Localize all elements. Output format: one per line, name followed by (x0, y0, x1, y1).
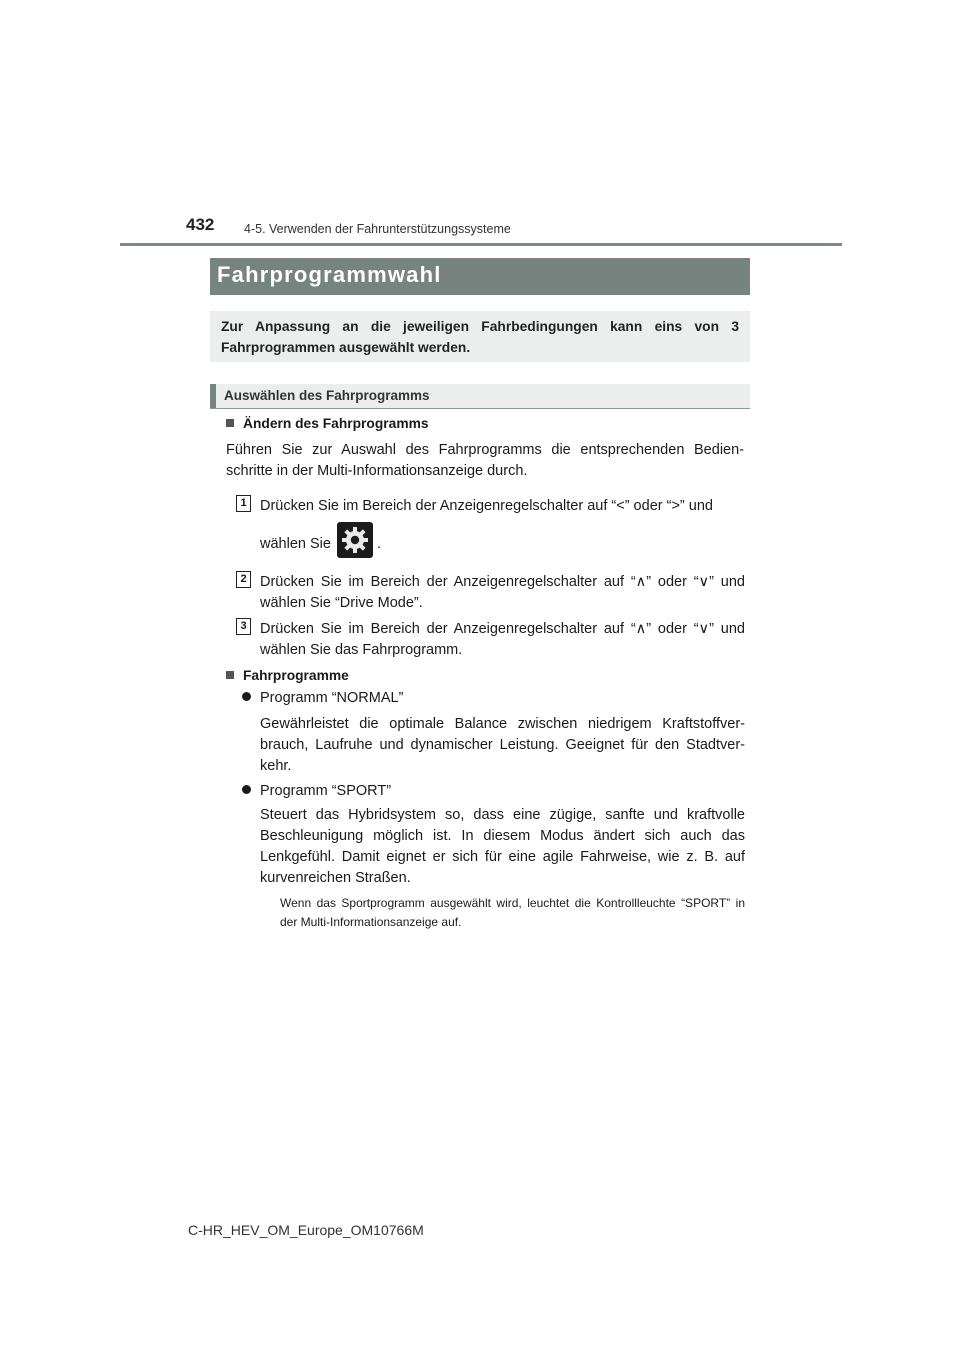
square-bullet-icon (226, 671, 234, 679)
step-number-3: 3 (236, 618, 251, 635)
step-3-text: Drücken Sie im Bereich der Anzeigenregelschalter auf “∧” oder “∨” und wählen Sie das Fahrprogramm. (260, 621, 745, 658)
sport-note: Wenn das Sportprogramm ausgewählt wird, leuchtet die Kontrollleuchte “SPORT” in der Multi-Informationsanzeige auf. (280, 896, 745, 929)
page-number: 432 (186, 215, 215, 234)
change-text: Führen Sie zur Auswahl des Fahrprogramms die entsprechenden Bedien-schritte in der Multi-Informationsanzeige durch. (226, 442, 744, 479)
bullet-dot-icon (242, 692, 251, 701)
step-1-line-2: wählen Sie . (260, 530, 745, 558)
header-rule (120, 243, 842, 246)
change-heading: Ändern des Fahrprogramms (226, 416, 429, 431)
subsection-bar (210, 384, 750, 409)
program-sport-text: Steuert das Hybridsystem so, dass eine zügige, sanfte und kraftvolle Beschleunigung möglich ist. In diesem Modus ändert sich auch das Lenkgefühl. Damit eignet er sich für eine agile Fahrweise, wie z. B. auf kurvenreichen Straßen. (260, 807, 745, 886)
page-title: Fahrprogrammwahl (217, 262, 442, 287)
section-reference: 4-5. Verwenden der Fahrunterstützungssysteme (244, 222, 511, 236)
page-title-bar (210, 258, 750, 295)
program-normal-title: Programm “NORMAL” (242, 688, 403, 709)
square-bullet-icon (226, 419, 234, 427)
program-sport-title: Programm “SPORT” (242, 781, 391, 802)
step-1-line-1: Drücken Sie im Bereich der Anzeigenregelschalter auf “<” oder “>” und (260, 498, 713, 514)
programs-heading: Fahrprogramme (226, 668, 349, 683)
intro-box (210, 311, 750, 362)
footer-doc-id: C-HR_HEV_OM_Europe_OM10766M (188, 1222, 424, 1238)
bullet-dot-icon (242, 785, 251, 794)
gear-icon (337, 522, 373, 558)
step-2-text: Drücken Sie im Bereich der Anzeigenregelschalter auf “∧” oder “∨” und wählen Sie “Drive Mode”. (260, 574, 745, 611)
program-normal-text: Gewährleistet die optimale Balance zwischen niedrigem Kraftstoffver-brauch, Laufruhe und dynamischer Leistung. Geeignet für den Stadtver-kehr. (260, 716, 745, 774)
intro-text: Zur Anpassung an die jeweiligen Fahrbedingungen kann eins von 3 Fahrprogrammen ausgewählt werden. (221, 319, 739, 355)
subsection-title: Auswählen des Fahrprogramms (224, 388, 430, 403)
step-number-2: 2 (236, 571, 251, 588)
step-number-1: 1 (236, 495, 251, 512)
